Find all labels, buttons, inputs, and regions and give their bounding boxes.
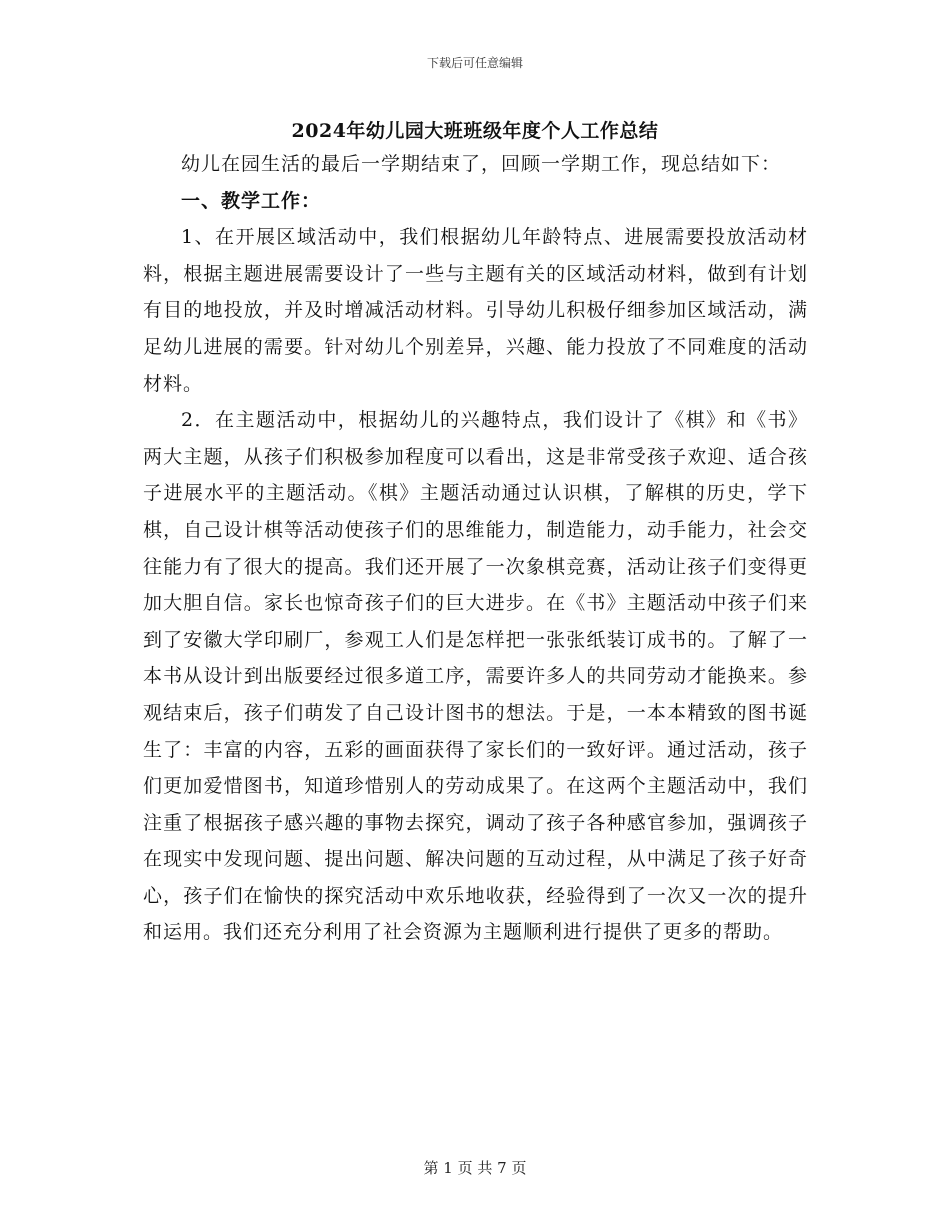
header-note: 下载后可任意编辑 — [426, 56, 523, 70]
document-title: 2024年幼儿园大班班级年度个人工作总结 — [291, 120, 659, 142]
document-body — [143, 146, 808, 951]
page-number-footer: 第 1 页 共 7 页 — [423, 1159, 527, 1177]
paragraph-area-activities: 1、在开展区域活动中，我们根据幼儿年龄特点、进展需要投放活动材料，根据主题进展需要设计了一些与主题有关的区域活动材料，做到有计划有目的地投放，并及时增减活动材料。引导幼儿积极仔细参加区域活动，满足幼儿进展的需要。针对幼儿个别差异，兴趣、能力投放了不同难度的活动材料。 — [143, 226, 808, 395]
intro-paragraph: 幼儿在园生活的最后一学期结束了，回顾一学期工作，现总结如下： — [181, 153, 782, 175]
section-heading-teaching: 一、教学工作： — [181, 189, 322, 212]
paragraph-theme-activities: 2．在主题活动中，根据幼儿的兴趣特点，我们设计了《棋》和《书》两大主题，从孩子们积极参加程度可以看出，这是非常受孩子欢迎、适合孩子进展水平的主题活动。《棋》主题活动通过认识棋，了解棋的历史，学下棋，自己设计棋等活动使孩子们的思维能力，制造能力，动手能力，社会交往能力有了很大的提高。我们还开展了一次象棋竞赛，活动让孩子们变得更加大胆自信。家长也惊奇孩子们的巨大进步。在《书》主题活动中孩子们来到了安徽大学印刷厂，参观工人们是怎样把一张张纸装订成书的。了解了一本书从设计到出版要经过很多道工序，需要许多人的共同劳动才能换来。参观结束后，孩子们萌发了自己设计图书的想法。于是，一本本精致的图书诞生了：丰富的内容，五彩的画面获得了家长们的一致好评。通过活动，孩子们更加爱惜图书，知道珍惜别人的劳动成果了。在这两个主题活动中，我们注重了根据孩子感兴趣的事物去探究，调动了孩子各种感官参加，强调孩子在现实中发现问题、提出问题、解决问题的互动过程，从中满足了孩子好奇心，孩子们在愉快的探究活动中欢乐地收获，经验得到了一次又一次的提升和运用。我们还充分利用了社会资源为主题顺利进行提供了更多的帮助。 — [143, 409, 808, 944]
